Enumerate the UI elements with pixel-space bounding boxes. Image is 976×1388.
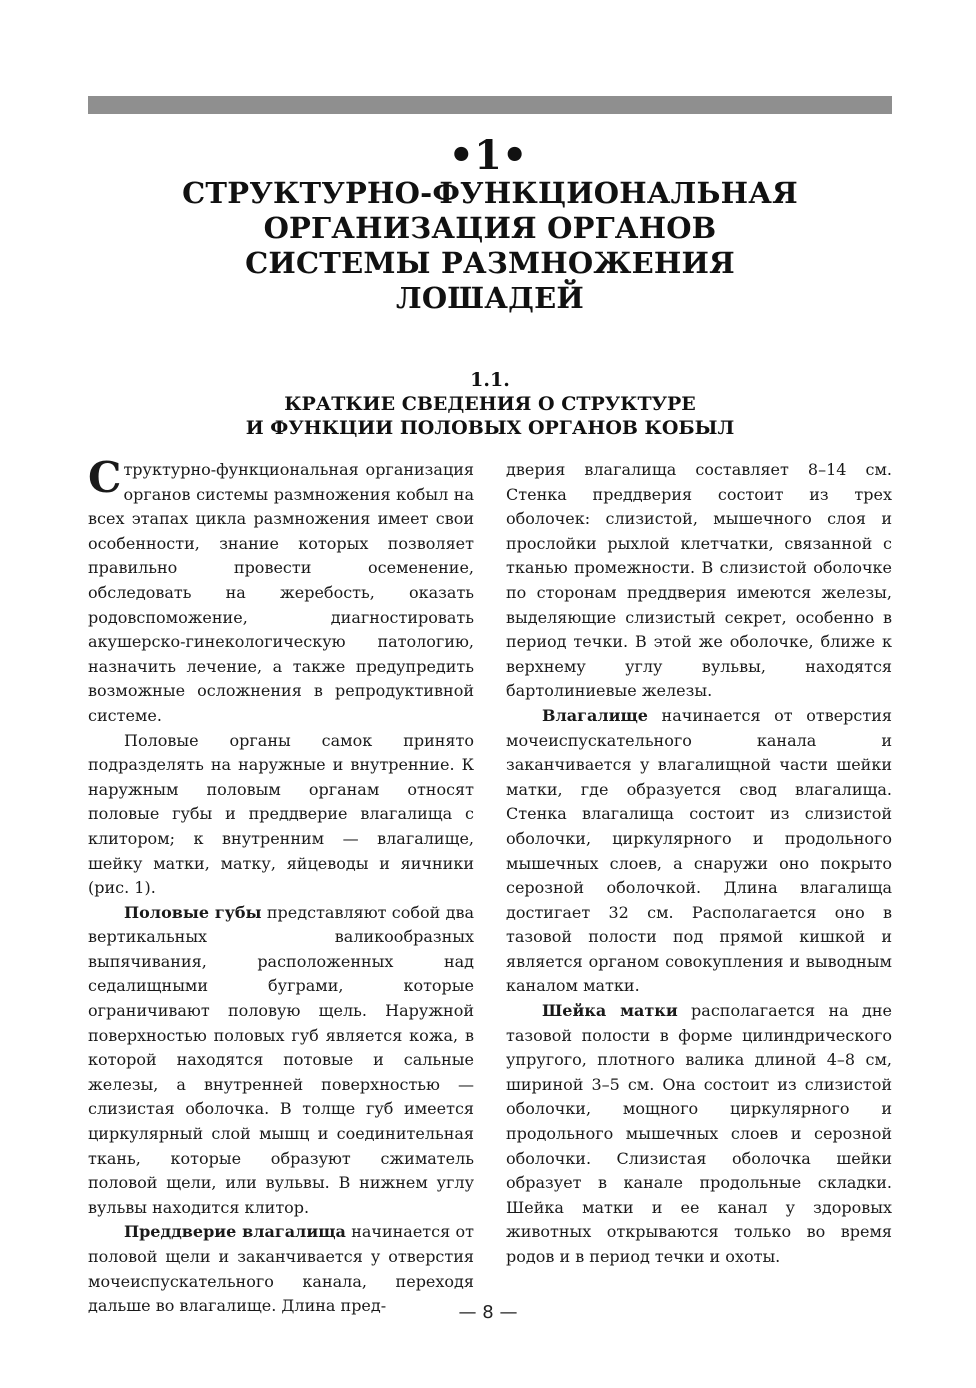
- paragraph-text: располагается на дне тазовой полости в форме цилиндрического упругого, плотного валика длиной 4–8 см, шириной 3–5 см. Она состоит из слизистой оболочки, мощного циркулярного и продольного мышечных слоев и серозной оболочки. Слизистая оболочка шейки образует в канале продольные складки. Шейка матки и ее канал у здоровых животных открываются только во время родов и в период течки и охоты.: [506, 1001, 892, 1266]
- right-column: [506, 458, 892, 1270]
- chapter-title-line: СИСТЕМЫ РАЗМНОЖЕНИЯ: [245, 246, 735, 280]
- section-heading: [88, 368, 892, 440]
- paragraph-text: представляют собой два вертикальных валикообразных выпячивания, расположенных над седалищными буграми, которые ограничивают половую щель. Наружной поверхностью половых губ является кожа, в которой находятся потовые и сальные железы, а внутренней поверхностью — слизистая оболочка. В толще губ имеется циркулярный слой мышц и соединительная ткань, которые образуют сжиматель половой щели, или вульвы. В нижнем углу вульвы находится клитор.: [88, 902, 474, 1217]
- left-column: [88, 453, 474, 1319]
- section-title-line: КРАТКИЕ СВЕДЕНИЯ О СТРУКТУРЕ: [284, 393, 696, 415]
- paragraph-text: Половые органы самок принято подразделять на наружные и внутренние. К наружным половым органам относят половые губы и преддверие влагалища с клитором; к внутренним — влагалище, шейку матки, матку, яйцеводы и яичники (рис. 1).: [88, 730, 474, 898]
- paragraph-text: начинается от отверстия мочеиспускательного канала и заканчивается у влагалищной части шейки матки, где образуется свод влагалища. Стенка влагалища состоит из слизистой оболочки, циркулярного и продольного мышечных слоев, а снаружи оно покрыто серозной оболочкой. Длина влагалища достигает 32 см. Располагается оно в тазовой полости под прямой кишкой и является органом совокупления и выводным каналом матки.: [506, 705, 892, 996]
- page-number: — 8 —: [458, 1302, 518, 1323]
- chapter-number: •1•: [448, 132, 528, 179]
- paragraph: [88, 901, 474, 1221]
- term-bold: Влагалище: [542, 705, 648, 725]
- paragraph-text: труктурно-функциональная организация органов системы размножения кобыл на всех этапах цикла размножения имеет свои особенности, знание которых позволяет правильно провести осеменение, обследовать на жеребость, оказать родовспоможение, диагностировать акушерско-гинекологическую патологию, назначить лечение, а также предупредить возможные осложнения в репродуктивной системе.: [88, 460, 474, 725]
- chapter-title-line: СТРУКТУРНО-ФУНКЦИОНАЛЬНАЯ: [182, 176, 798, 210]
- chapter-title-line: ЛОШАДЕЙ: [396, 281, 584, 315]
- paragraph: [506, 999, 892, 1270]
- chapter-title: [88, 176, 892, 316]
- paragraph-text: начинается от половой щели и заканчивается у отверстия мочеиспускательного канала, переходя дальше во влагалище. Длина пред-: [88, 1222, 474, 1316]
- paragraph: [88, 729, 474, 901]
- term-bold: Половые губы: [124, 902, 262, 922]
- paragraph: [506, 458, 892, 704]
- section-number: 1.1.: [470, 369, 510, 391]
- chapter-header-bar: [88, 96, 892, 114]
- term-bold: Преддверие влагалища: [124, 1222, 346, 1242]
- chapter-title-line: ОРГАНИЗАЦИЯ ОРГАНОВ: [263, 211, 717, 245]
- drop-cap: С: [88, 453, 122, 502]
- section-title-line: И ФУНКЦИИ ПОЛОВЫХ ОРГАНОВ КОБЫЛ: [245, 417, 735, 439]
- term-bold: Шейка матки: [542, 1001, 678, 1021]
- paragraph-text: дверия влагалища составляет 8–14 см. Стенка преддверия состоит из трех оболочек: слизистой, мышечного слоя и прослойки рыхлой клетчатки, связанной с тканью промежности. В слизистой оболочке по сторонам преддверия имеются железы, выделяющие слизистый секрет, особенно в период течки. В этой же оболочке, ближе к верхнему углу вульвы, находятся бартолиниевые железы.: [506, 460, 892, 701]
- paragraph: [506, 704, 892, 999]
- paragraph: [88, 453, 474, 729]
